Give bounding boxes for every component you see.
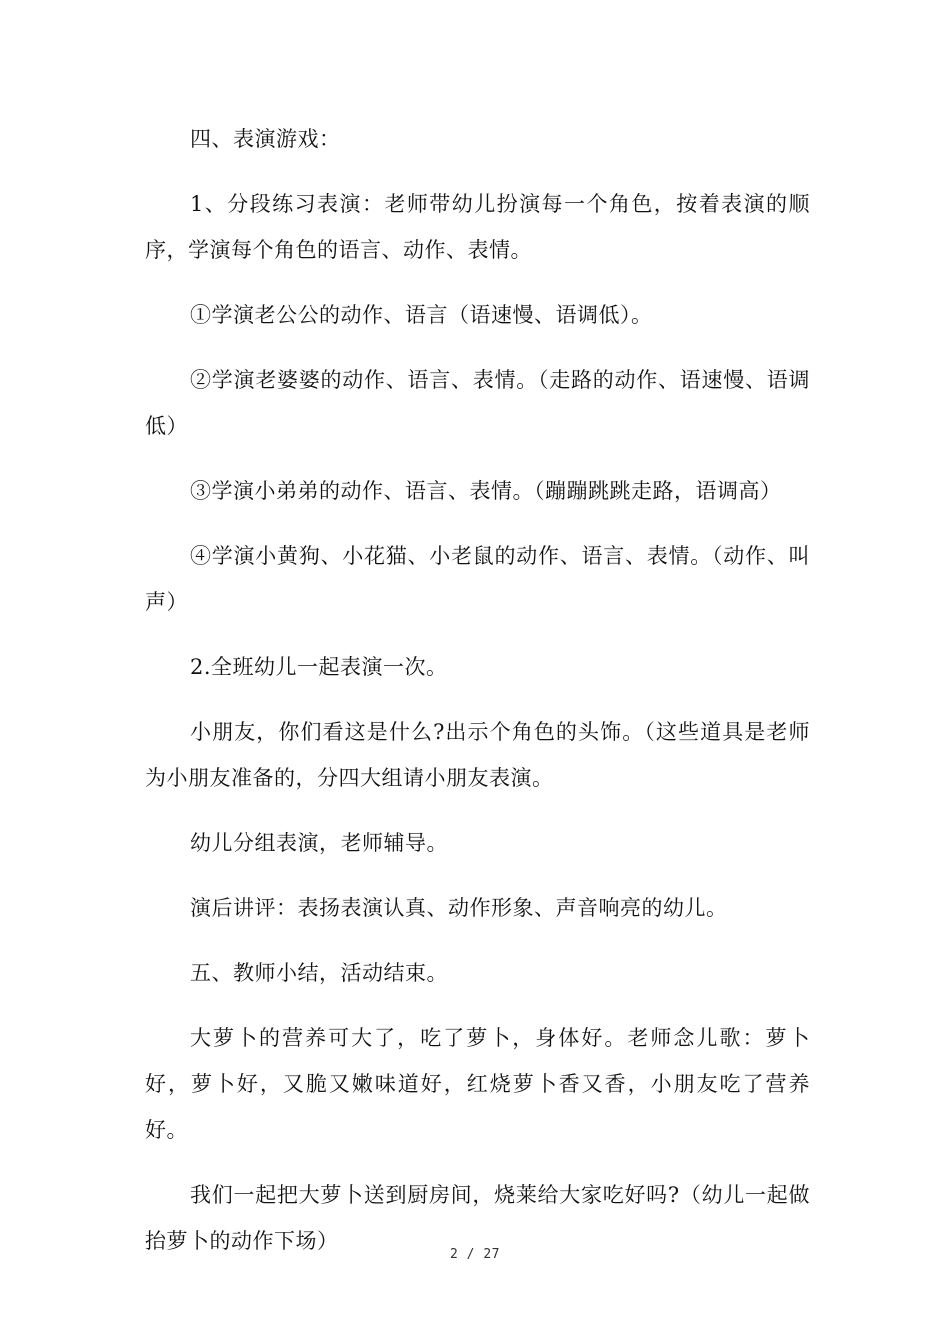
section-heading-performance-game: 四、表演游戏： <box>190 127 341 151</box>
paragraph-whole-class-performance: 2.全班幼儿一起表演一次。 <box>190 655 448 679</box>
paragraph-group-performance: 幼儿分组表演，老师辅导。 <box>190 831 448 855</box>
paragraph-closing-activity: 我们一起把大萝卜送到厨房间，烧莱给大家吃好吗?（幼儿一起做抬萝卜的动作下场） <box>145 1183 810 1253</box>
paragraph-headwear-props: 小朋友，你们看这是什么?出示个角色的头饰。（这些道具是老师为小朋友准备的，分四大组请小朋友表演。 <box>145 720 810 790</box>
page-number: 2 / 27 <box>450 1247 500 1262</box>
paragraph-radish-rhyme: 大萝卜的营养可大了，吃了萝卜，身体好。老师念儿歌：萝卜好，萝卜好，又脆又嫩味道好，红烧萝卜香又香，小朋友吃了营养好。 <box>145 1026 810 1142</box>
paragraph-grandma-role: ②学演老婆婆的动作、语言、表情。（走路的动作、语速慢、语调低） <box>145 368 810 438</box>
paragraph-review: 演后讲评：表扬表演认真、动作形象、声音响亮的幼儿。 <box>190 896 728 920</box>
paragraph-grandpa-role: ①学演老公公的动作、语言（语速慢、语调低）。 <box>190 303 653 327</box>
section-heading-summary: 五、教师小结，活动结束。 <box>190 961 448 985</box>
paragraph-little-brother-role: ③学演小弟弟的动作、语言、表情。（蹦蹦跳跳走路，语调高） <box>190 479 782 503</box>
paragraph-segment-practice: 1、分段练习表演：老师带幼儿扮演每一个角色，按着表演的顺序，学演每个角色的语言、动作、表情。 <box>145 192 810 262</box>
document-body <box>145 116 810 1283</box>
paragraph-animal-roles: ④学演小黄狗、小花猫、小老鼠的动作、语言、表情。（动作、叫声） <box>145 544 810 614</box>
